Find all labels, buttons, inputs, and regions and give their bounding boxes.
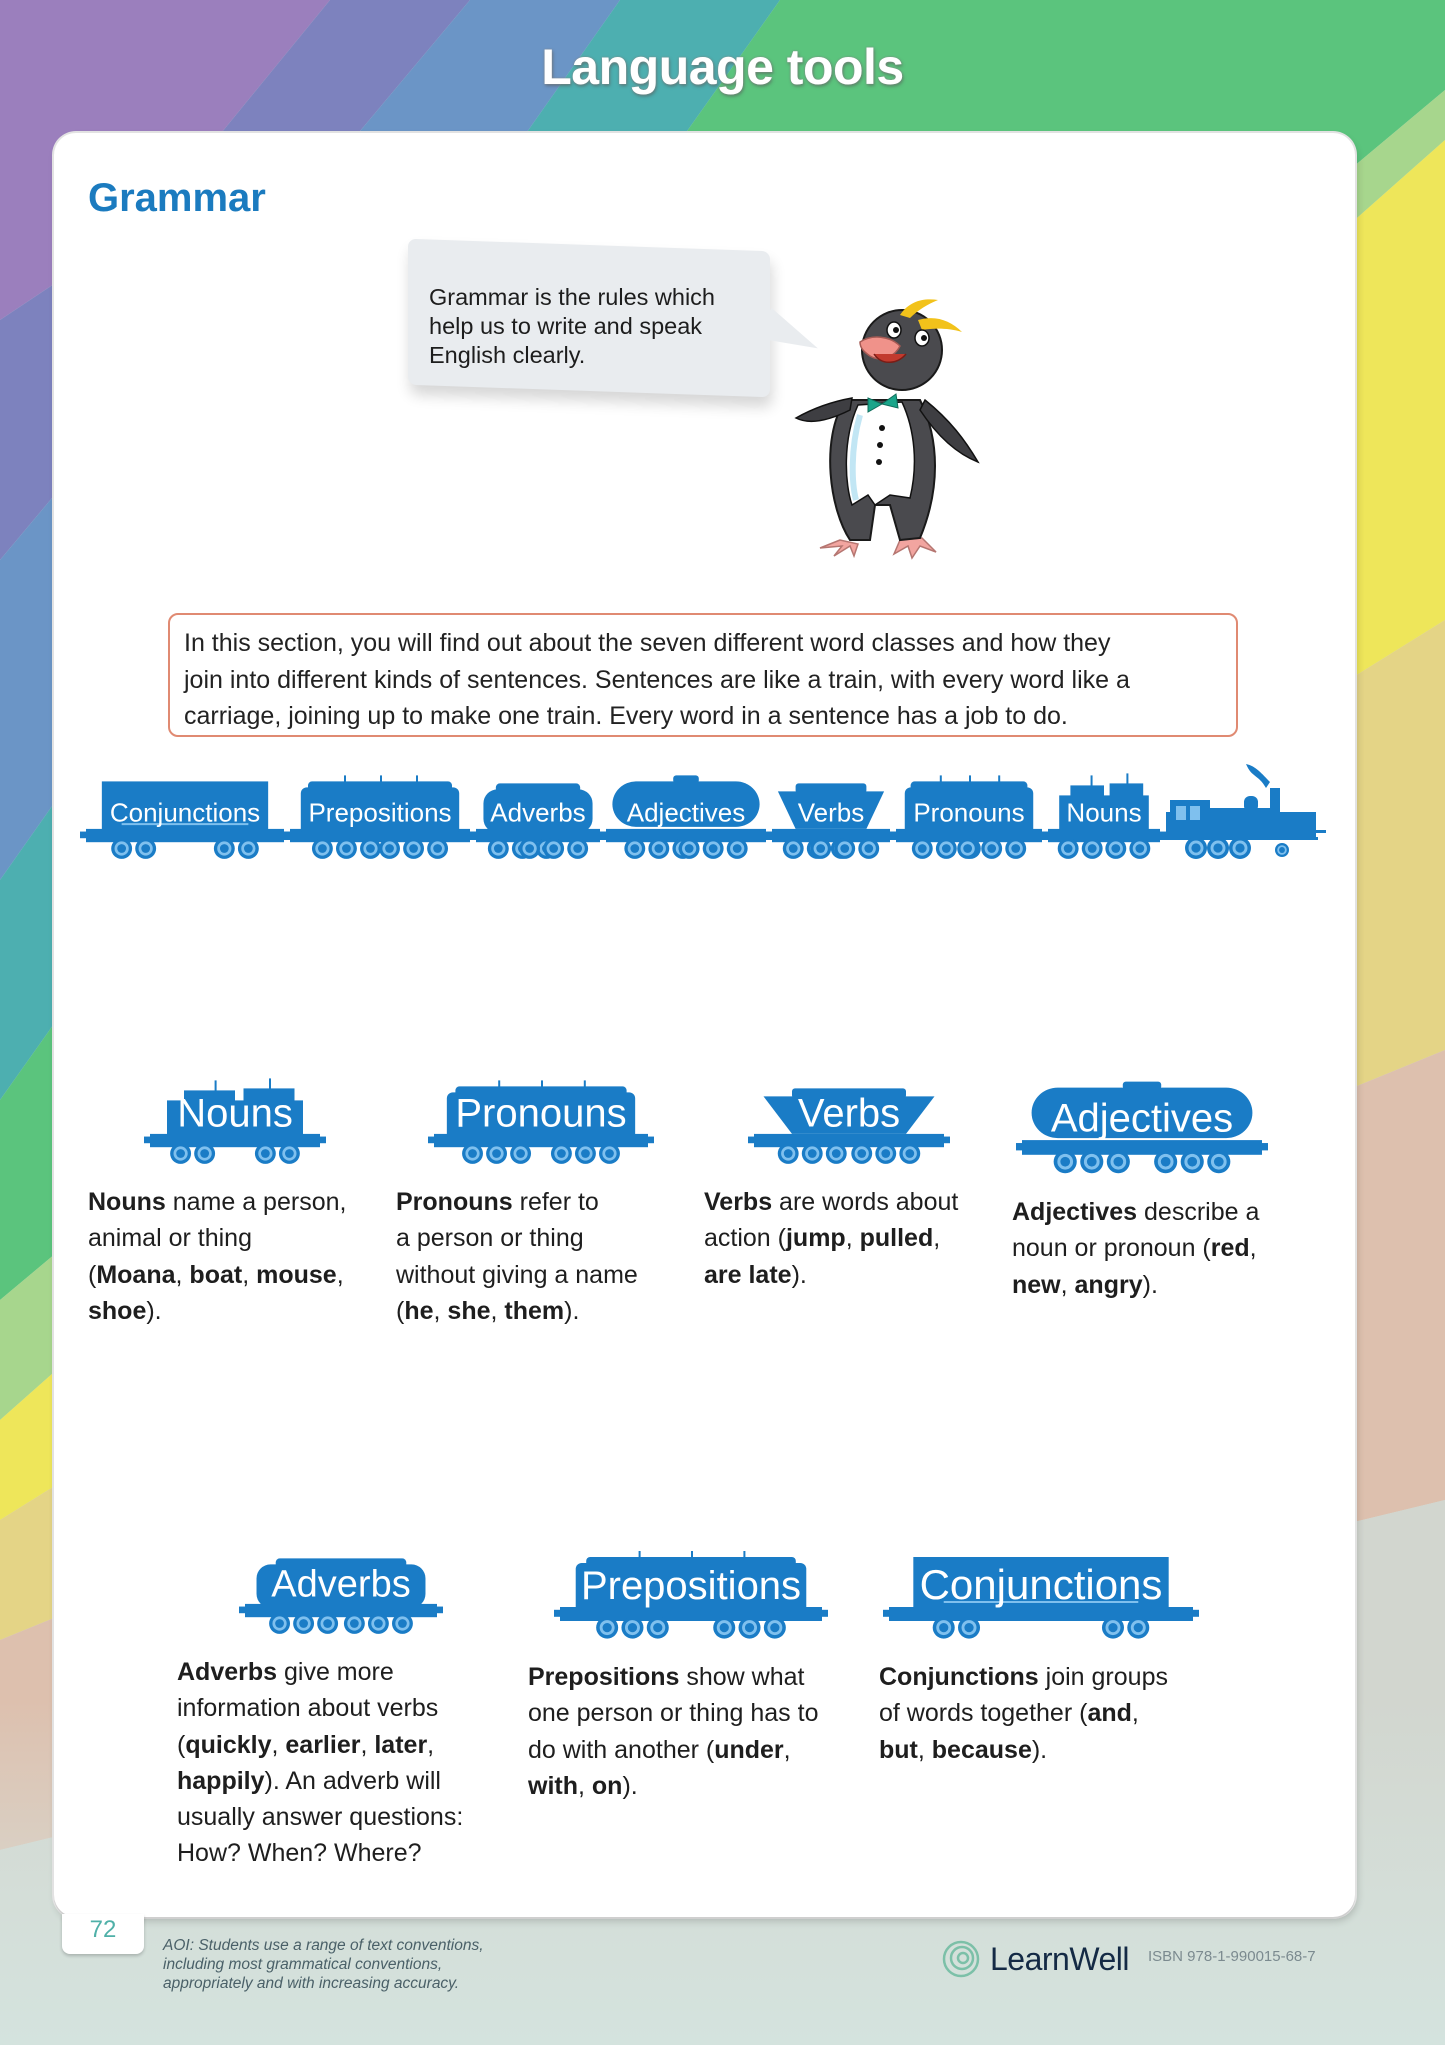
train-car-adjectives [600, 775, 772, 859]
brand-name: LearnWell [990, 1940, 1129, 1977]
description-text: , [917, 1735, 932, 1764]
example-word: and [1087, 1699, 1132, 1728]
description-text: , [933, 1224, 941, 1253]
page-number: 72 [62, 1914, 144, 1954]
description-text: describe a [1137, 1198, 1260, 1226]
description-text: ( [88, 1260, 97, 1289]
description-line [396, 1184, 696, 1220]
intro-line: In this section, you will find out about the seven different word classes and how they [184, 629, 1111, 657]
description-line [528, 1768, 868, 1804]
learnwell-logo [942, 1940, 1129, 1978]
description-text: , [360, 1730, 375, 1759]
example-word: later [374, 1730, 428, 1759]
page-title: Language tools [541, 39, 904, 95]
intro-line: join into different kinds of sentences. Sentences are like a train, with every word like a [184, 665, 1130, 694]
word-class-card-conjunctions [879, 1545, 1219, 1768]
example-word: happily [177, 1766, 265, 1795]
description-text: , [242, 1260, 257, 1289]
train-car-conjunctions [80, 781, 290, 859]
example-word: Moana [96, 1260, 176, 1289]
word-class-description [177, 1654, 517, 1872]
description-text: , [578, 1771, 592, 1800]
description-text: action ( [704, 1224, 786, 1253]
description-text: , [490, 1296, 505, 1325]
description-text: refer to [512, 1188, 599, 1216]
description-text: ( [177, 1730, 186, 1759]
intro-text-box [168, 613, 1238, 737]
description-text: How? When? Where? [177, 1839, 422, 1868]
example-word: but [879, 1735, 918, 1764]
example-word: them [504, 1296, 565, 1325]
example-word: jump [785, 1224, 846, 1253]
description-line [177, 1799, 517, 1835]
example-word: Verbs [704, 1188, 773, 1216]
car-label: Pronouns [913, 797, 1025, 828]
aoi-line: appropriately and with increasing accuracy. [163, 1975, 460, 1992]
train-car-verbs [766, 783, 896, 859]
car-label: Nouns [177, 1091, 293, 1136]
conjunctions-train-car-icon [889, 1545, 1193, 1645]
example-word: earlier [285, 1730, 361, 1759]
word-class-description [88, 1184, 388, 1329]
car-label: Prepositions [308, 797, 452, 828]
word-class-description [396, 1184, 696, 1329]
bubble-line: English clearly. [429, 342, 586, 368]
description-text: , [845, 1224, 860, 1253]
example-word: Nouns [88, 1188, 166, 1216]
example-word: he [404, 1296, 434, 1325]
example-word: quickly [185, 1730, 272, 1759]
description-text: ). [1031, 1735, 1048, 1764]
adverbs-train-car-icon [245, 1545, 437, 1640]
aoi-line: AOI: Students use a range of text conventions, [163, 1937, 484, 1954]
description-text: ( [396, 1296, 405, 1325]
description-line [396, 1220, 696, 1256]
example-word: on [591, 1771, 623, 1800]
train-car-nouns [1042, 773, 1166, 859]
description-line [177, 1654, 517, 1690]
description-line [88, 1220, 388, 1256]
description-text: show what [679, 1663, 805, 1691]
description-line [177, 1835, 517, 1871]
description-text: , [783, 1735, 791, 1764]
example-word: she [447, 1296, 491, 1325]
description-line [704, 1257, 1004, 1293]
bubble-line: help us to write and speak [429, 313, 703, 339]
description-line [88, 1257, 388, 1293]
description-text: name a person, [165, 1188, 347, 1216]
isbn: ISBN 978-1-990015-68-7 [1148, 1948, 1316, 1965]
description-text: give more [277, 1658, 394, 1686]
penguin-mascot-illustration [790, 290, 1010, 570]
description-text: , [271, 1730, 286, 1759]
example-word: are late [704, 1260, 792, 1289]
car-label: Conjunctions [919, 1561, 1163, 1608]
pronouns-train-car-icon [434, 1075, 648, 1170]
aoi-line: including most grammatical conventions, [163, 1956, 443, 1973]
example-word: because [931, 1735, 1032, 1764]
description-text: , [175, 1260, 190, 1289]
description-line [879, 1659, 1219, 1695]
description-text: ). [146, 1296, 162, 1325]
car-label: Adverbs [271, 1563, 411, 1606]
verbs-train-car-icon [754, 1075, 944, 1170]
description-line [528, 1695, 868, 1731]
steam-locomotive-icon [1166, 764, 1326, 859]
word-class-card-verbs [704, 1075, 1004, 1293]
example-word: Prepositions [528, 1663, 680, 1691]
description-line [1012, 1194, 1312, 1230]
description-text: , [433, 1296, 448, 1325]
description-line [879, 1695, 1219, 1731]
description-text: information about verbs [177, 1694, 439, 1723]
spiral-logo-icon [942, 1940, 980, 1978]
word-class-description [704, 1184, 1004, 1293]
car-label: Verbs [797, 797, 865, 828]
nouns-train-car-icon [150, 1075, 320, 1170]
bubble-line: Grammar is the rules which [429, 284, 715, 310]
example-word: Adverbs [177, 1658, 278, 1686]
description-line [177, 1763, 517, 1799]
example-word: mouse [256, 1260, 337, 1289]
example-word: boat [189, 1260, 243, 1289]
car-label: Prepositions [580, 1564, 802, 1608]
description-line [704, 1184, 1004, 1220]
description-text: are words about [772, 1188, 959, 1216]
word-class-card-pronouns [396, 1075, 696, 1329]
description-text: , [427, 1730, 435, 1759]
word-class-card-adjectives [1012, 1075, 1312, 1303]
description-line [177, 1690, 517, 1726]
description-text: ). An adverb will [264, 1766, 441, 1795]
example-word: new [1012, 1270, 1061, 1299]
description-line [396, 1257, 696, 1293]
description-line [528, 1732, 868, 1768]
example-word: pulled [859, 1224, 934, 1253]
description-text: ). [1142, 1270, 1158, 1299]
description-text: , [1131, 1699, 1139, 1728]
example-word: angry [1074, 1270, 1143, 1299]
description-line [528, 1659, 868, 1695]
description-line [879, 1732, 1219, 1768]
speech-bubble-text [429, 283, 769, 370]
word-class-description [879, 1659, 1219, 1768]
example-word: Adjectives [1012, 1198, 1138, 1226]
description-text: of words together ( [879, 1699, 1088, 1728]
description-text: a person or thing [396, 1224, 584, 1253]
car-label: Verbs [797, 1091, 901, 1136]
description-text: ). [791, 1260, 807, 1289]
description-text: animal or thing [88, 1224, 252, 1253]
aoi-note [163, 1936, 583, 1993]
description-line [396, 1293, 696, 1329]
description-text: ). [564, 1296, 580, 1325]
adjectives-train-car-icon [1022, 1075, 1262, 1180]
car-label: Conjunctions [109, 797, 261, 828]
example-word: with [528, 1771, 578, 1800]
word-class-description [528, 1659, 868, 1804]
description-line [1012, 1230, 1312, 1266]
word-class-description [1012, 1194, 1312, 1303]
word-class-card-prepositions [528, 1545, 868, 1804]
section-title: Grammar [88, 176, 266, 220]
description-text: , [1249, 1234, 1257, 1263]
train-car-pronouns [890, 775, 1048, 859]
word-class-card-adverbs [177, 1545, 517, 1872]
description-text: noun or pronoun ( [1012, 1234, 1211, 1263]
word-class-card-nouns [88, 1075, 388, 1329]
description-text: , [1060, 1270, 1075, 1299]
example-word: under [714, 1735, 784, 1764]
example-word: red [1210, 1234, 1250, 1263]
example-word: shoe [88, 1296, 147, 1325]
car-label: Nouns [1066, 797, 1142, 828]
intro-line: carriage, joining up to make one train. Every word in a sentence has a job to do. [184, 702, 1068, 730]
example-word: Conjunctions [879, 1663, 1039, 1691]
example-word: Pronouns [396, 1188, 513, 1216]
description-line [704, 1220, 1004, 1256]
word-class-train [86, 770, 1326, 870]
car-label: Adverbs [490, 797, 586, 828]
description-line [88, 1293, 388, 1329]
description-text: do with another ( [528, 1735, 715, 1764]
car-label: Pronouns [455, 1091, 627, 1136]
description-text: without giving a name [396, 1260, 638, 1289]
description-text: join groups [1038, 1663, 1168, 1691]
train-car-prepositions [284, 775, 476, 859]
prepositions-train-car-icon [560, 1545, 822, 1645]
description-line [88, 1184, 388, 1220]
car-label: Adjectives [626, 797, 746, 828]
description-line [1012, 1267, 1312, 1303]
description-line [177, 1727, 517, 1763]
car-label: Adjectives [1050, 1096, 1234, 1141]
description-text: one person or thing has to [528, 1699, 819, 1728]
description-text: ). [622, 1771, 638, 1800]
description-text: usually answer questions: [177, 1803, 464, 1832]
description-text: , [336, 1260, 344, 1289]
train-car-adverbs [470, 783, 606, 859]
